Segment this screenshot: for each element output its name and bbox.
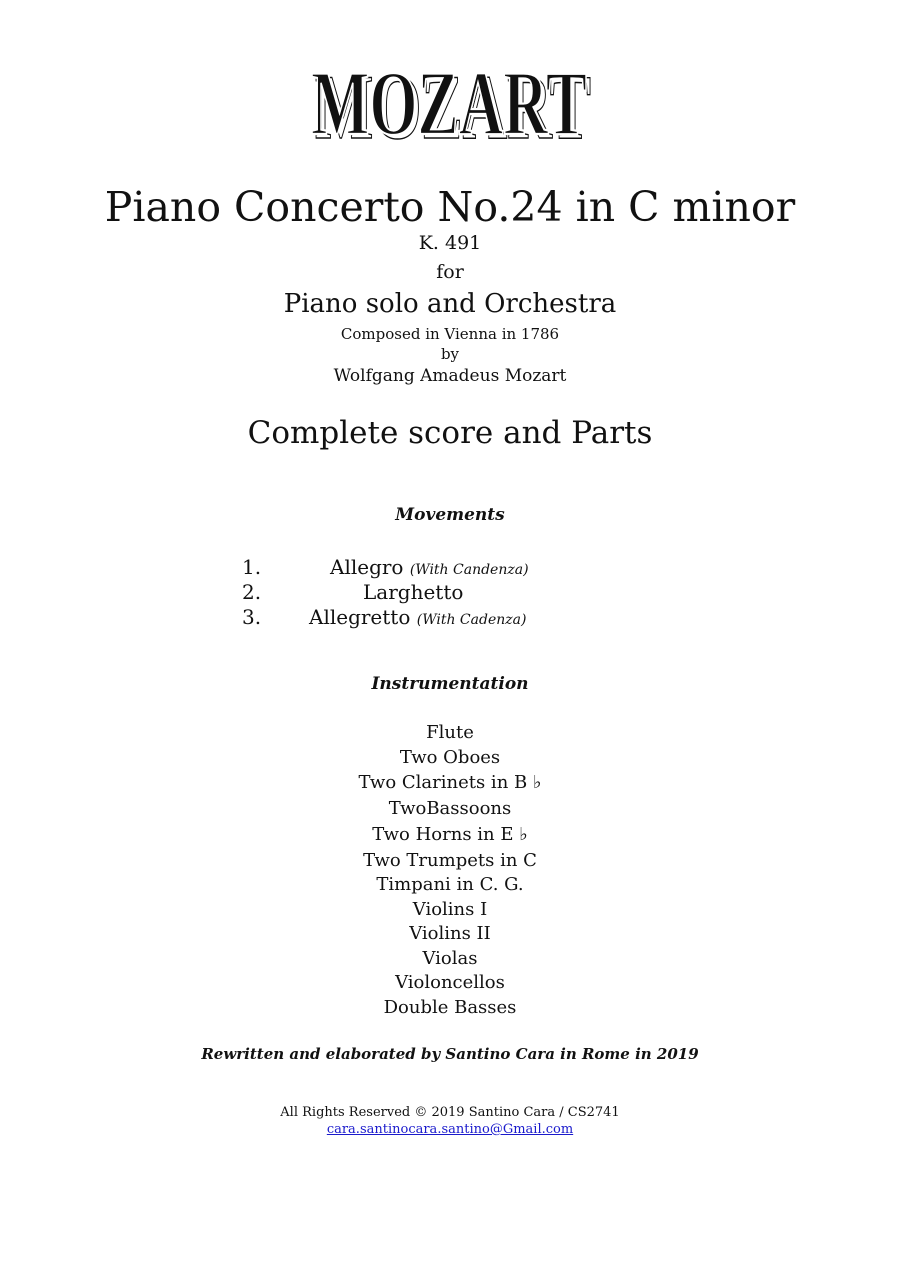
instrument-item: Violas bbox=[422, 948, 478, 969]
instrument-item: Two Trumpets in C bbox=[363, 850, 537, 871]
movement-note: (With Candenza) bbox=[409, 562, 529, 578]
for-label: for bbox=[436, 261, 464, 283]
composer-name: Wolfgang Amadeus Mozart bbox=[333, 366, 567, 386]
composed-note: Composed in Vienna in 1786 bbox=[340, 325, 560, 343]
movement-number: 1. bbox=[242, 555, 262, 579]
instrument-item: Two Oboes bbox=[399, 747, 501, 768]
instrument-item: TwoBassoons bbox=[388, 798, 512, 819]
instrument-item: Violins II bbox=[409, 923, 491, 944]
mozart-logo-shadow: MOZART bbox=[315, 56, 591, 157]
mozart-logo-text: MOZART bbox=[311, 52, 587, 154]
movement-number: 2. bbox=[242, 580, 262, 604]
instrument-item: Timpani in C. G. bbox=[376, 874, 524, 895]
movement-note: (With Cadenza) bbox=[416, 612, 527, 628]
movement-number: 3. bbox=[242, 605, 262, 629]
movement-item bbox=[363, 580, 463, 604]
movements-heading: Movements bbox=[395, 505, 505, 525]
copyright-notice: All Rights Reserved © 2019 Santino Cara / CS2741 bbox=[280, 1105, 620, 1120]
movement-name: Allegro bbox=[330, 555, 404, 579]
instrument-item: Violins I bbox=[412, 899, 488, 920]
movement-name: Allegretto bbox=[309, 605, 411, 629]
email-link[interactable]: cara.santinocara.santino@Gmail.com bbox=[326, 1122, 574, 1137]
instrument-item: Flute bbox=[426, 722, 474, 743]
mozart-logo bbox=[300, 52, 600, 157]
email-row bbox=[0, 1122, 900, 1138]
catalog-number: K. 491 bbox=[418, 232, 482, 254]
instrument-item: Two Horns in E ♭ bbox=[372, 824, 528, 845]
movement-item bbox=[330, 555, 529, 582]
instrumentation-heading: Instrumentation bbox=[371, 674, 529, 694]
movement-item bbox=[309, 605, 526, 632]
instrument-item: Double Basses bbox=[383, 997, 517, 1018]
movement-name: Larghetto bbox=[363, 580, 464, 604]
page-title: Piano Concerto No.24 in C minor bbox=[104, 183, 796, 231]
score-label: Complete score and Parts bbox=[247, 415, 653, 451]
by-label: by bbox=[440, 345, 460, 363]
arranger-credit: Rewritten and elaborated by Santino Cara in Rome in 2019 bbox=[201, 1045, 699, 1063]
instrument-item: Two Clarinets in B ♭ bbox=[358, 772, 542, 793]
ensemble: Piano solo and Orchestra bbox=[283, 289, 617, 319]
instrument-item: Violoncellos bbox=[395, 972, 505, 993]
